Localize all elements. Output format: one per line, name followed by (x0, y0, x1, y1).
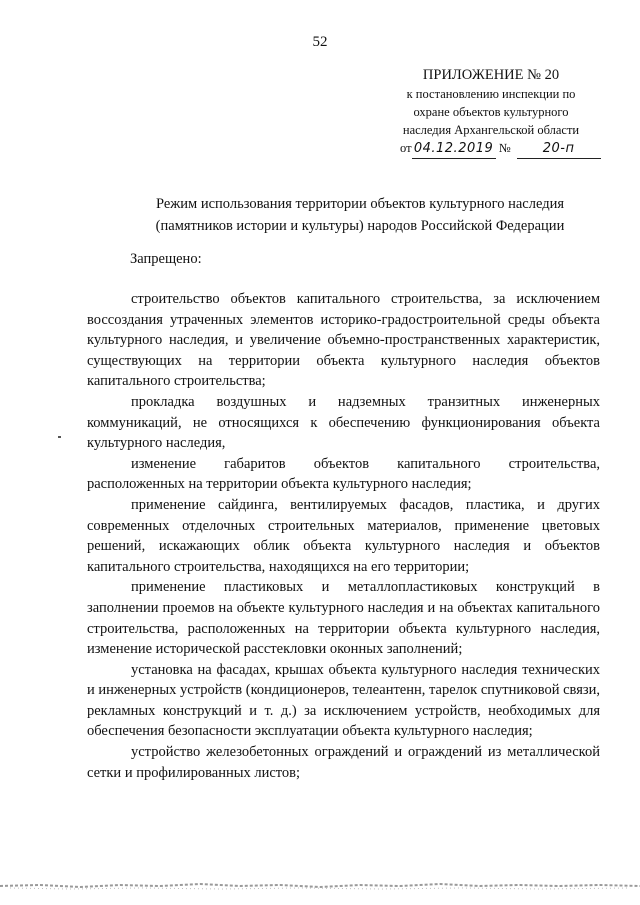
appendix-line-1: к постановлению инспекции по (406, 87, 576, 101)
appendix-header (380, 66, 602, 159)
restriction-item: прокладка воздушных и надземных транзитных инженерных коммуникаций, не относящихся к обеспечению функционирования объекта культурного наследия, (87, 393, 600, 452)
handwritten-number: 20-п (517, 140, 601, 159)
page-number: 52 (312, 34, 328, 50)
scan-edge-noise (0, 880, 640, 892)
document-title-line-2: (памятников истории и культуры) народов Российской Федерации (155, 218, 565, 234)
appendix-date-line (380, 139, 602, 159)
restrictions-list (87, 289, 600, 783)
handwritten-date: 04.12.2019 (412, 140, 496, 159)
restriction-item: применение сайдинга, вентилируемых фасадов, пластика, и других современных отделочных строительных материалов, применение цветовых решений, искажающих облик объекта культурного наследия и объектов капитального строительства, находящихся на его территории; (87, 496, 600, 575)
restriction-item: устройство железобетонных ограждений и ограждений из металлической сетки и профилированных листов; (87, 744, 600, 781)
forbidden-label: Запрещено: (130, 251, 202, 267)
scan-speck (58, 436, 61, 438)
restriction-item: применение пластиковых и металлопластиковых конструкций в заполнении проемов на объекте культурного наследия и на объектах капитального строительства, расположенных на территории объекта культурного наследия, изменение исторической расстекловки оконных заполнений; (87, 579, 600, 658)
restriction-item: строительство объектов капитального строительства, за исключением воссоздания утраченных элементов историко-градостроительной среды объекта культурного наследия, и увеличение объемно-пространственных характеристик, существующих на территории объекта культурного наследия объектов капитального строительства; (87, 291, 600, 390)
appendix-line-2: охране объектов культурного (413, 105, 569, 119)
number-prefix: № (498, 141, 511, 155)
document-title-line-1: Режим использования территории объектов культурного наследия (155, 196, 565, 212)
restriction-item: изменение габаритов объектов капитального строительства, расположенных на территории объекта культурного наследия; (87, 455, 600, 493)
restriction-item: установка на фасадах, крышах объекта культурного наследия технических и инженерных устройств (кондиционеров, телеантенн, тарелок спутниковой связи, рекламных конструкций и т. д.) за исключением устройств, необходимых для обеспечения безопасности эксплуатации объекта культурного наследия; (87, 661, 600, 740)
appendix-title: ПРИЛОЖЕНИЕ № 20 (422, 67, 560, 83)
date-prefix: от (400, 141, 412, 155)
document-title (100, 193, 620, 237)
appendix-line-3: наследия Архангельской области (402, 123, 580, 137)
